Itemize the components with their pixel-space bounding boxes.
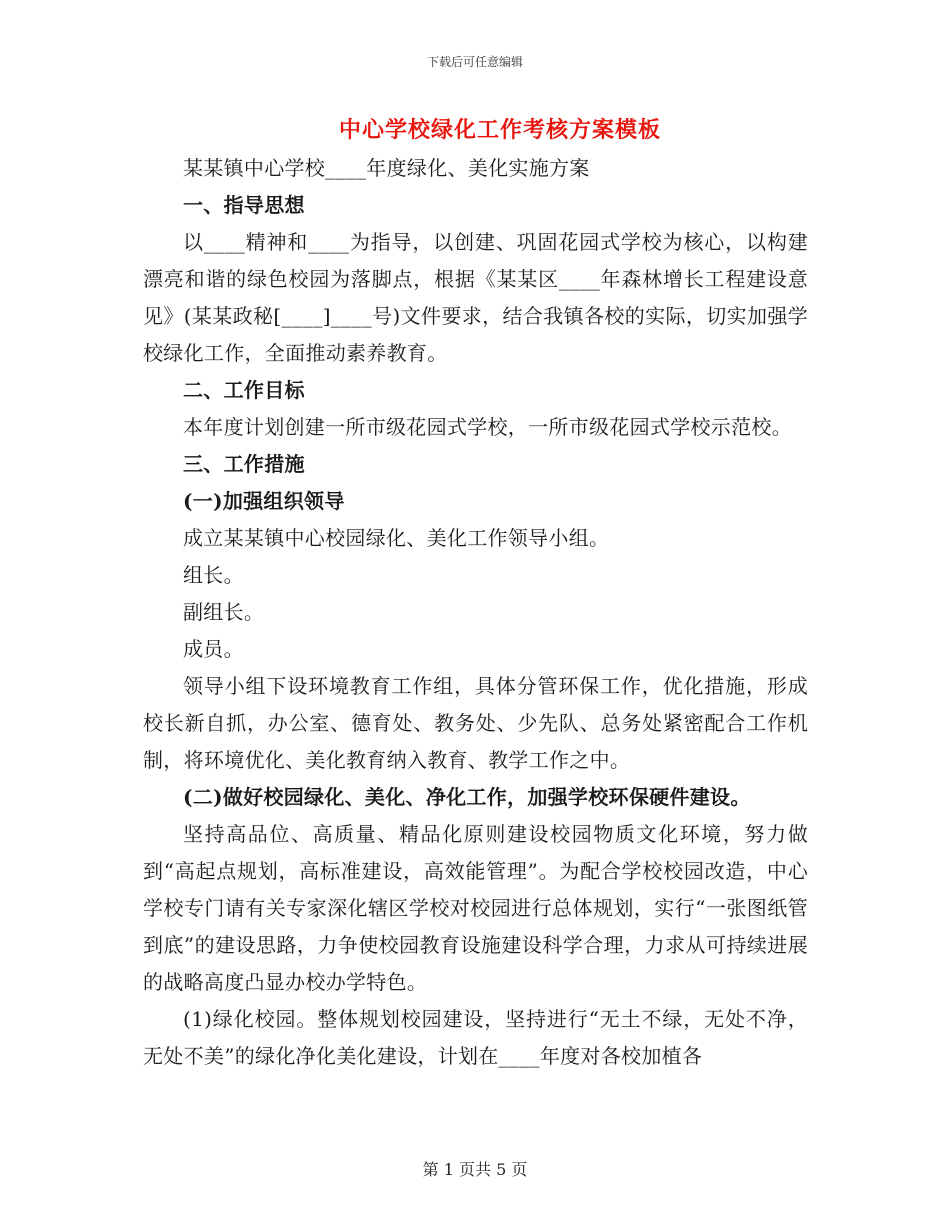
document-title: 中心学校绿化工作考核方案模板 — [338, 117, 661, 143]
subsection-heading: (二)做好校园绿化、美化、净化工作，加强学校环保硬件建设。 — [183, 785, 751, 809]
paragraph: (1)绿化校园。整体规划校园建设，坚持进行“无土不绿，无处不净，无处不美”的绿化净化美化建设，计划在____年度对各校加植各 — [143, 1007, 808, 1068]
paragraph: 成员。 — [183, 637, 244, 661]
paragraph: 以____精神和____为指导，以创建、巩固花园式学校为核心，以构建漂亮和谐的绿色校园为落脚点，根据《某某区____年森林增长工程建设意见》(某某政秘[____]____号)文件要求，结合我镇各校的实际，切实加强学校绿化工作，全面推动素养教育。 — [143, 230, 808, 365]
paragraph: 本年度计划创建一所市级花园式学校，一所市级花园式学校示范校。 — [183, 415, 792, 439]
section-heading: 二、工作目标 — [183, 378, 305, 402]
section-heading: 一、指导思想 — [183, 193, 305, 217]
paragraph: 某某镇中心学校____年度绿化、美化实施方案 — [183, 156, 590, 180]
paragraph: 副组长。 — [183, 600, 265, 624]
paragraph: 组长。 — [183, 563, 244, 587]
header-note: 下载后可任意编辑 — [426, 55, 523, 69]
page-footer: 第 1 页共 5 页 — [422, 1160, 528, 1179]
subsection-heading: (一)加强组织领导 — [183, 489, 345, 513]
section-heading: 三、工作措施 — [183, 452, 305, 476]
paragraph: 领导小组下设环境教育工作组，具体分管环保工作，优化措施，形成校长新自抓，办公室、德育处、教务处、少先队、总务处紧密配合工作机制，将环境优化、美化教育纳入教育、教学工作之中。 — [143, 674, 808, 772]
paragraph: 成立某某镇中心校园绿化、美化工作领导小组。 — [183, 526, 610, 550]
document-body — [143, 150, 808, 1075]
paragraph: 坚持高品位、高质量、精品化原则建设校园物质文化环境，努力做到“高起点规划，高标准建设，高效能管理”。为配合学校校园改造，中心学校专门请有关专家深化辖区学校对校园进行总体规划，实行“一张图纸管到底”的建设思路，力争使校园教育设施建设科学合理，力求从可持续进展的战略高度凸显办校办学特色。 — [143, 822, 808, 994]
